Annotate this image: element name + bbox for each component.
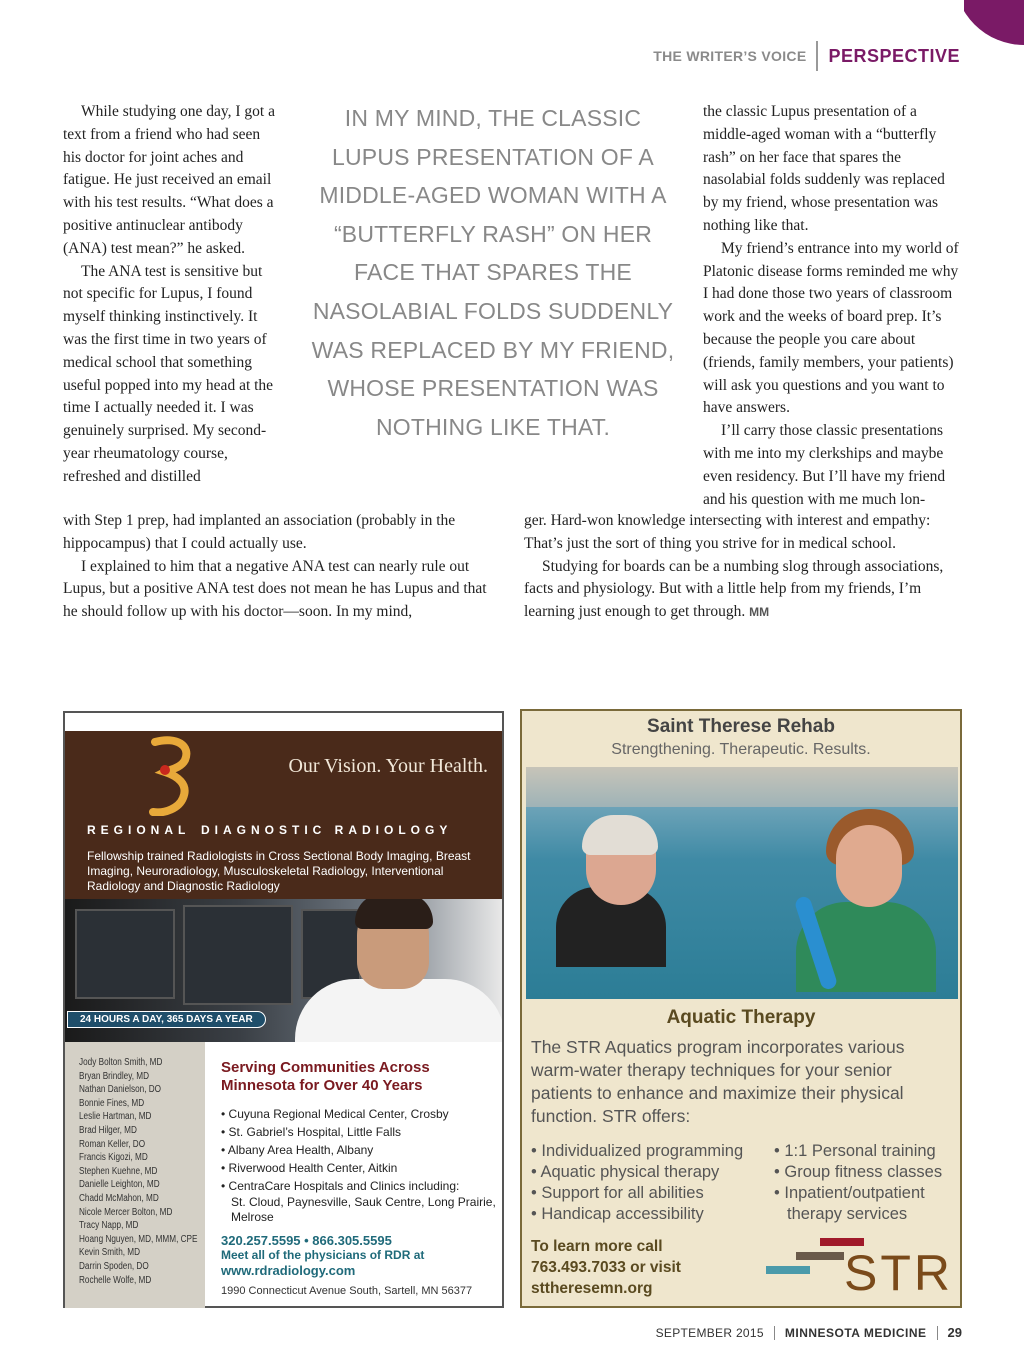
- pull-quote: IN MY MIND, THE CLASSIC LUPUS PRESENTATION OF A MIDDLE-AGED WOMAN WITH A “BUTTERFLY RASH” ON HER FACE THAT SPARES THE NASOLABIAL FOLDS SUDDENLY WAS REPLACED BY MY FRIEND, WHOSE PRESENTATION WAS NOTHING LIKE THAT.: [311, 105, 675, 440]
- article-column-left: [63, 101, 281, 489]
- physician-name: Danielle Leighton, MD: [79, 1179, 160, 1191]
- rdr-address: 1990 Connecticut Avenue South, Sartell, MN 56377: [221, 1285, 473, 1297]
- str-call-to-action: [531, 1236, 791, 1299]
- rdr-locations: [221, 1105, 501, 1195]
- cta-phone: 763.493.7033 or visit: [531, 1259, 681, 1276]
- logo-stripe: [796, 1252, 844, 1260]
- str-pool-photo: [526, 767, 958, 999]
- category-name: PERSPECTIVE: [828, 45, 960, 66]
- issue-date: SEPTEMBER 2015: [655, 1325, 764, 1340]
- str-services: [531, 1141, 959, 1225]
- str-body-text: The STR Aquatics program incorporates various warm-water therapy techniques for your senior patients to enhance and maximize their physical function. STR offers:: [531, 1037, 905, 1126]
- physician-name: Brad Hilger, MD: [79, 1124, 137, 1136]
- rdr-phone-numbers: 320.257.5595 • 866.305.5595: [221, 1233, 392, 1248]
- str-logo: [764, 1234, 954, 1304]
- logo-stripe: [766, 1266, 810, 1274]
- physician-name: Rochelle Wolfe, MD: [79, 1274, 152, 1286]
- list-item: • Riverwood Health Center, Aitkin: [221, 1159, 501, 1177]
- page-number: 29: [947, 1325, 962, 1340]
- list-item: • Aquatic physical therapy: [531, 1162, 774, 1183]
- physician-name: Nathan Danielson, DO: [79, 1084, 162, 1096]
- str-tagline: Strengthening. Therapeutic. Results.: [611, 741, 871, 758]
- rdr-description: Fellowship trained Radiologists in Cross Sectional Body Imaging, Breast Imaging, Neuroradiology, Musculoskeletal Radiology, Interventional Radiology and Diagnostic Radiology: [87, 849, 471, 893]
- paragraph-text: Studying for boards can be a numbing slog through associations, facts and physiology. But with a little help from my friends, I’m learning just enough to get through.: [524, 557, 944, 621]
- rdr-meet-text: Meet all of the physicians of RDR at: [221, 1248, 425, 1262]
- rdr-serving-heading: Serving Communities Across Minnesota for Over 40 Years: [221, 1059, 430, 1094]
- list-item: • Cuyuna Regional Medical Center, Crosby: [221, 1105, 501, 1123]
- end-mark: MM: [749, 605, 770, 620]
- physician-name: Hoang Nguyen, MD, MMM, CPE: [79, 1233, 198, 1245]
- paragraph: While studying one day, I got a text from a friend who had seen his doctor for joint aches and fatigue. He just received an email with his test results. “What does a positive antinuclear antibody (ANA) test mean?” he asked.: [63, 103, 275, 257]
- str-heading: Aquatic Therapy: [666, 1007, 816, 1028]
- str-title: Saint Therese Rehab: [647, 716, 835, 737]
- rdr-banner: [65, 731, 502, 899]
- physician-name: Chadd McMahon, MD: [79, 1192, 159, 1204]
- list-item: • St. Gabriel’s Hospital, Little Falls: [221, 1123, 501, 1141]
- str-services-left: [531, 1141, 774, 1225]
- rdr-info: [221, 1059, 501, 1297]
- list-item: • CentraCare Hospitals and Clinics including:: [221, 1177, 501, 1195]
- pool-edge: [526, 767, 958, 807]
- rdr-name-part1: REGIONAL: [87, 823, 191, 837]
- therapist-head: [836, 825, 902, 907]
- paragraph: ger. Hard-won knowledge intersecting with interest and empathy: That’s just the sort of thing you strive for in medical school.: [524, 512, 931, 552]
- section-name: THE WRITER’S VOICE: [653, 48, 807, 64]
- physician-name: Tracy Napp, MD: [79, 1220, 139, 1232]
- list-item-continued: therapy services: [787, 1205, 908, 1223]
- footer-divider: [937, 1326, 938, 1340]
- list-item: • Inpatient/outpatient: [774, 1183, 942, 1204]
- physician-name: Francis Kigozi, MD: [79, 1152, 148, 1164]
- paragraph: I explained to him that a negative ANA test can nearly rule out Lupus, but a positive ANA test does not mean he has Lupus and that he should follow up with his doctor—soon. In my mind,: [63, 557, 487, 621]
- rdr-physician-list: [65, 1042, 205, 1308]
- article-column-lower-left: [63, 510, 498, 624]
- physician-name: Roman Keller, DO: [79, 1138, 146, 1150]
- rdr-logo-icon: [147, 736, 193, 816]
- list-item: • Individualized programming: [531, 1141, 774, 1162]
- list-item: • 1:1 Personal training: [774, 1141, 942, 1162]
- list-item: • Support for all abilities: [531, 1183, 774, 1204]
- cta-line: To learn more call: [531, 1238, 663, 1255]
- header-divider: [816, 41, 818, 71]
- str-services-right: [774, 1141, 942, 1225]
- physician-name: Stephen Kuehne, MD: [79, 1165, 158, 1177]
- cta-website-link[interactable]: sttheresemn.org: [531, 1280, 653, 1297]
- monitor-screen: [183, 905, 293, 1005]
- footer-divider: [774, 1326, 775, 1340]
- rdr-name-part2: DIAGNOSTIC RADIOLOGY: [201, 823, 453, 837]
- physician-name: Nicole Mercer Bolton, MD: [79, 1206, 173, 1218]
- paragraph: My friend’s entrance into my world of Platonic disease forms reminded me why I had done those two years of classroom work and the weeks of board prep. It’s because the people you care about (friends, family members, your patients) will ask you questions and you want to have answers.: [703, 239, 959, 417]
- rdr-tagline: Our Vision. Your Health.: [288, 755, 488, 777]
- corner-decoration: [964, 0, 1024, 60]
- paragraph: The ANA test is sensitive but not specific for Lupus, I found myself thinking instinctively. It was the first time in two years of medical school that something useful popped into my head at the time I actually needed it. I was genuinely surprised. My second-year rheumatology course, refreshed and distilled: [63, 262, 274, 485]
- physician-name: Darrin Spoden, DO: [79, 1260, 149, 1272]
- paragraph: I’ll carry those classic presentations with me into my clerkships and maybe even residency. But I’ll have my friend and his question with me much lon-: [703, 422, 946, 508]
- article-column-right: [703, 101, 961, 511]
- list-item: • Group fitness classes: [774, 1162, 942, 1183]
- rdr-centracare-sites: St. Cloud, Paynesville, Sauk Centre, Long Prairie, Melrose: [231, 1195, 496, 1224]
- rdr-hours-badge: 24 HOURS A DAY, 365 DAYS A YEAR: [67, 1011, 266, 1028]
- page-footer: [656, 1325, 962, 1340]
- physician-name: Bryan Brindley, MD: [79, 1070, 150, 1082]
- paragraph: the classic Lupus presentation of a middle-aged woman with a “butterfly rash” on her face that spares the nasolabial folds suddenly was replaced by my friend, whose presentation was nothing like that.: [703, 103, 945, 234]
- list-item: • Handicap accessibility: [531, 1204, 774, 1225]
- running-header: [653, 42, 960, 70]
- physician-name: Jody Bolton Smith, MD: [79, 1057, 163, 1068]
- list-item: • Albany Area Health, Albany: [221, 1141, 501, 1159]
- patient-hair: [582, 815, 658, 855]
- monitor-screen: [75, 909, 175, 999]
- rdr-website-link[interactable]: www.rdradiology.com: [221, 1263, 356, 1278]
- magazine-name: MINNESOTA MEDICINE: [784, 1325, 927, 1340]
- doctor-hair: [355, 899, 433, 929]
- paragraph: with Step 1 prep, had implanted an association (probably in the hippocampus) that I could actually use.: [63, 512, 456, 552]
- physician-name: Leslie Hartman, MD: [79, 1111, 152, 1123]
- physician-name: Bonnie Fines, MD: [79, 1097, 145, 1109]
- article-column-lower-right: [524, 510, 961, 624]
- paragraph: [524, 556, 961, 624]
- logo-text: STR: [844, 1245, 953, 1301]
- str-advertisement: [520, 709, 962, 1308]
- rdr-advertisement: [63, 711, 504, 1308]
- physician-name: Kevin Smith, MD: [79, 1247, 141, 1259]
